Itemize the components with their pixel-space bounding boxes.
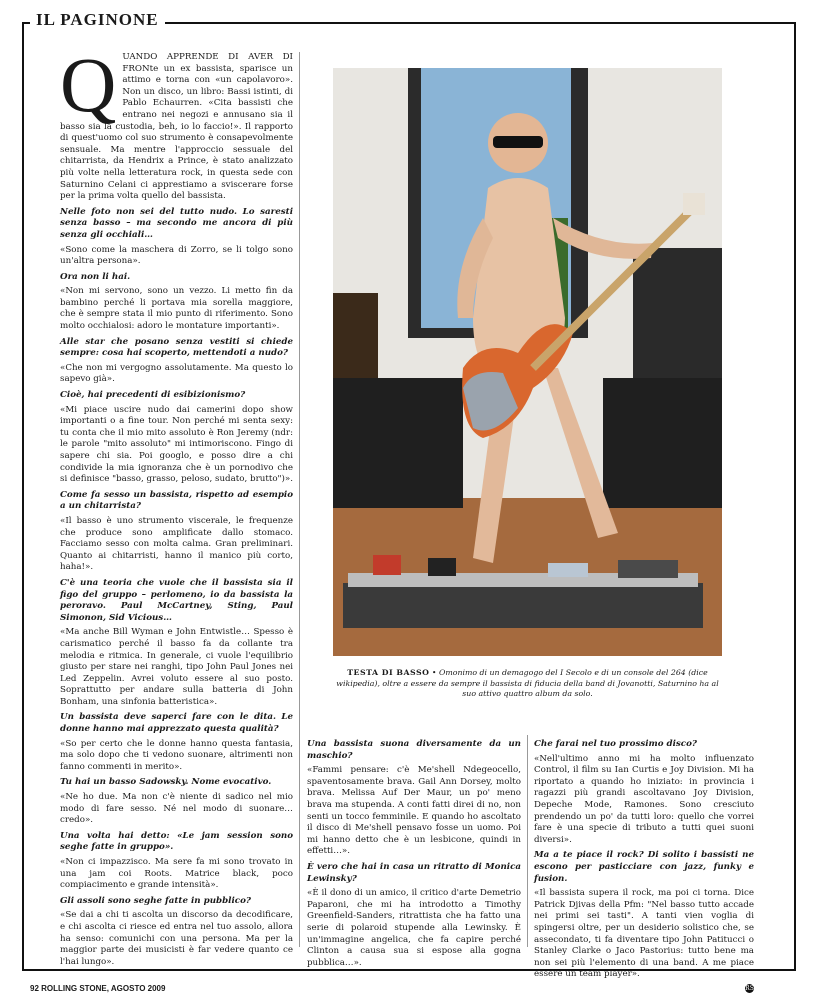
- question: Nelle foto non sei del tutto nudo. Lo saresti senza basso – ma secondo me ancora di più senza gli occhiali…: [60, 206, 293, 240]
- question: Un bassista deve saperci fare con le dita. Le donne hanno mai apprezzato questa qualità?: [60, 712, 293, 735]
- end-mark-icon: RS: [745, 984, 754, 992]
- answer: «Il bassista supera il rock, ma poi ci torna. Dice Patrick Djivas della Pfm: "Nel basso tutto accade nei primi sei tasti". A tanti vien voglia di spingersi oltre, per un desiderio solistico che, se assecondato, ti fa diventare tipo John Patitucci o Stanley Clarke o Jaco Pastorius: tutto bene ma non sei più l'elemento di una band. A me piace essere un team player».: [534, 888, 754, 980]
- bassist-photo-illustration: [333, 68, 722, 656]
- question: Alle star che posano senza vestiti si chiede sempre: cosa hai scoperto, mettendoti a nudo?: [60, 336, 293, 359]
- article-column-2: [307, 735, 521, 972]
- answer: «Non mi servono, sono un vezzo. Li metto fin da bambino perché li portava mia sorella maggiore, che è sempre stata il mio punto di riferimento. Sono molto occhialosi: adoro le montature importanti».: [60, 286, 293, 332]
- article-column-1: [60, 41, 294, 971]
- question: Una bassista suona diversamente da un maschio?: [307, 739, 521, 761]
- qa-list: [60, 207, 293, 969]
- intro-paragraph: [60, 41, 293, 203]
- answer: «Mi piace uscire nudo dai camerini dopo show importanti o a fine tour. Non perché mi senta sexy: tu conta che il mio mito assoluto è Ron Jeremy (ndr: le parole "mito assoluto" mi intimoriscono. Fingo di sapere chi sia. Poi googlo, e posso dire a chi condivide la mia ignoranza che è un pornodivo che si definisce "basso, grasso, peloso, sudato, brutto")».: [60, 404, 294, 485]
- answer: «Non ci impazzisco. Ma sere fa mi sono trovato in una jam coi Roots. Matrice black, poco compiacimento e grande intensità».: [60, 857, 293, 891]
- question: Che farai nel tuo prossimo disco?: [534, 739, 697, 749]
- photo-bassist: [333, 68, 722, 656]
- answer: «Se dai a chi ti ascolta un discorso da decodificare, e chi ascolta ci riesce ed entra nel tuo assolo, allora ha senso: comunichi con una persona. Ma per la maggior parte dei musicisti è far vedere quanto ce l'hai lungo».: [60, 910, 293, 967]
- question: Gli assoli sono seghe fatte in pubblico?: [60, 895, 251, 906]
- drop-cap: Q: [60, 41, 117, 128]
- question: C'è una teoria che vuole che il bassista sia il figo del gruppo – perlomeno, io da bassista la peroravo. Paul McCartney, Sting, Paul Simonon, Sid Vicious…: [60, 577, 293, 623]
- column-rule: [527, 735, 528, 947]
- column-rule: [299, 52, 300, 947]
- answer: «Nell'ultimo anno mi ha molto influenzato Control, il film su Ian Curtis e Joy Division. Mi ha riportato a quando ho iniziato: in provincia i ragazzi più grandi ascoltavano Joy Division, Depeche Mode, Ramones. Sono cresciuto prendendo un po' da tutti loro: quello che vorrei fare è una specie di tributo a tutti quei suoni diversi».: [534, 753, 754, 845]
- section-label: IL PAGINONE: [30, 10, 165, 30]
- question: Come fa sesso un bassista, rispetto ad esempio a un chitarrista?: [60, 489, 293, 512]
- question: Tu hai un basso Sadowsky. Nome evocativo.: [60, 777, 272, 788]
- question: È vero che hai in casa un ritratto di Monica Lewinsky?: [307, 861, 521, 884]
- answer: «Sono come la maschera di Zorro, se li tolgo sono un'altra persona».: [60, 244, 293, 267]
- answer: «Che non mi vergogno assolutamente. Ma questo lo sapevo già».: [60, 362, 293, 385]
- answer: «È il dono di un amico, il critico d'arte Demetrio Paparoni, che mi ha introdotto a Timothy Greenfield-Sanders, ritrattista che ha fatto una serie di polaroid stupende alla Lewinsky. È un'immagine angelica, che fa capire perché Clinton a causa sua si espose alla gogna pubblica…».: [307, 888, 521, 968]
- question: Una volta hai detto: «Le jam session sono seghe fatte in gruppo».: [60, 830, 293, 853]
- question: Ora non li hai.: [60, 271, 131, 282]
- question: Ma a te piace il rock? Di solito i bassisti ne escono per pasticciare con jazz, funky e fusion.: [534, 850, 754, 884]
- caption-text: • Omonimo di un demagogo del I Secolo e di un console del 264 (dice wikipedia), oltre a essere da sempre il bassista di fiducia della band di Jovanotti, Saturnino ha al suo attivo quattro album da solo.: [336, 668, 719, 698]
- answer: «Il basso è uno strumento viscerale, le frequenze che produce sono amplificate dallo stomaco. Facciamo sesso con molta calma. Gran preliminari. Quanto ai chitarristi, hanno il manico più corto, haha!».: [60, 515, 293, 573]
- qa-list: [534, 739, 754, 981]
- page-footer: 92 ROLLING STONE, AGOSTO 2009: [30, 984, 166, 993]
- photo-caption: [333, 668, 722, 700]
- caption-title: TESTA DI BASSO: [347, 668, 430, 677]
- question: Cioè, hai precedenti di esibizionismo?: [60, 390, 246, 401]
- article-column-3: [534, 735, 754, 995]
- answer: «Ma anche Bill Wyman e John Entwistle… Spesso è carismatico perché il basso fa da collante tra melodia e ritmica. In generale, ci vuole l'equilibrio giusto per stare nei ranghi, tipo John Paul Jones nei Led Zeppelin. Avrei voluto essere al suo posto. Soprattutto per andare sulla batteria di John Bonham, una sinfonia batteristica».: [60, 627, 293, 707]
- intro-text: UANDO APPRENDE DI AVER DI FRONte un ex bassista, sparisce un attimo e torna con «un capolavoro». Non un disco, un libro: Bassi istinti, di Pablo Echaurren. «Cita bassisti che entrano nei negozi e annusano sia il basso sia la custodia, beh, io lo faccio!». Il rapporto di quest'uomo col suo strumento è consapevolmente sensuale. Ma mentre l'approccio sessuale del chitarrista, da Hendrix a Prince, è stato analizzato più volte nella letteratura rock, in questa sede con Saturnino Celani ci apprestiamo a sviscerare forse per la prima volta quello del bassista.: [60, 52, 293, 202]
- answer: «Ne ho due. Ma non c'è niente di sadico nel mio modo di fare sesso. Né nel modo di suonare… credo».: [60, 792, 293, 826]
- answer: «So per certo che le donne hanno questa fantasia, ma solo dopo che ti vedono suonare, altrimenti non fanno commenti in merito».: [60, 738, 293, 772]
- answer: «Fammi pensare: c'è Me'shell Ndegeocello, spaventosamente brava. Gail Ann Dorsey, molto brava. Melissa Auf Der Maur, un po' meno brava ma stupenda. A conti fatti direi di no, non senti un tocco femminile. E quando ho ascoltato il disco di Me'shell pensavo fosse un uomo. Poi mi hanno detto che è un lesbicone, quindi in effetti…».: [307, 765, 521, 857]
